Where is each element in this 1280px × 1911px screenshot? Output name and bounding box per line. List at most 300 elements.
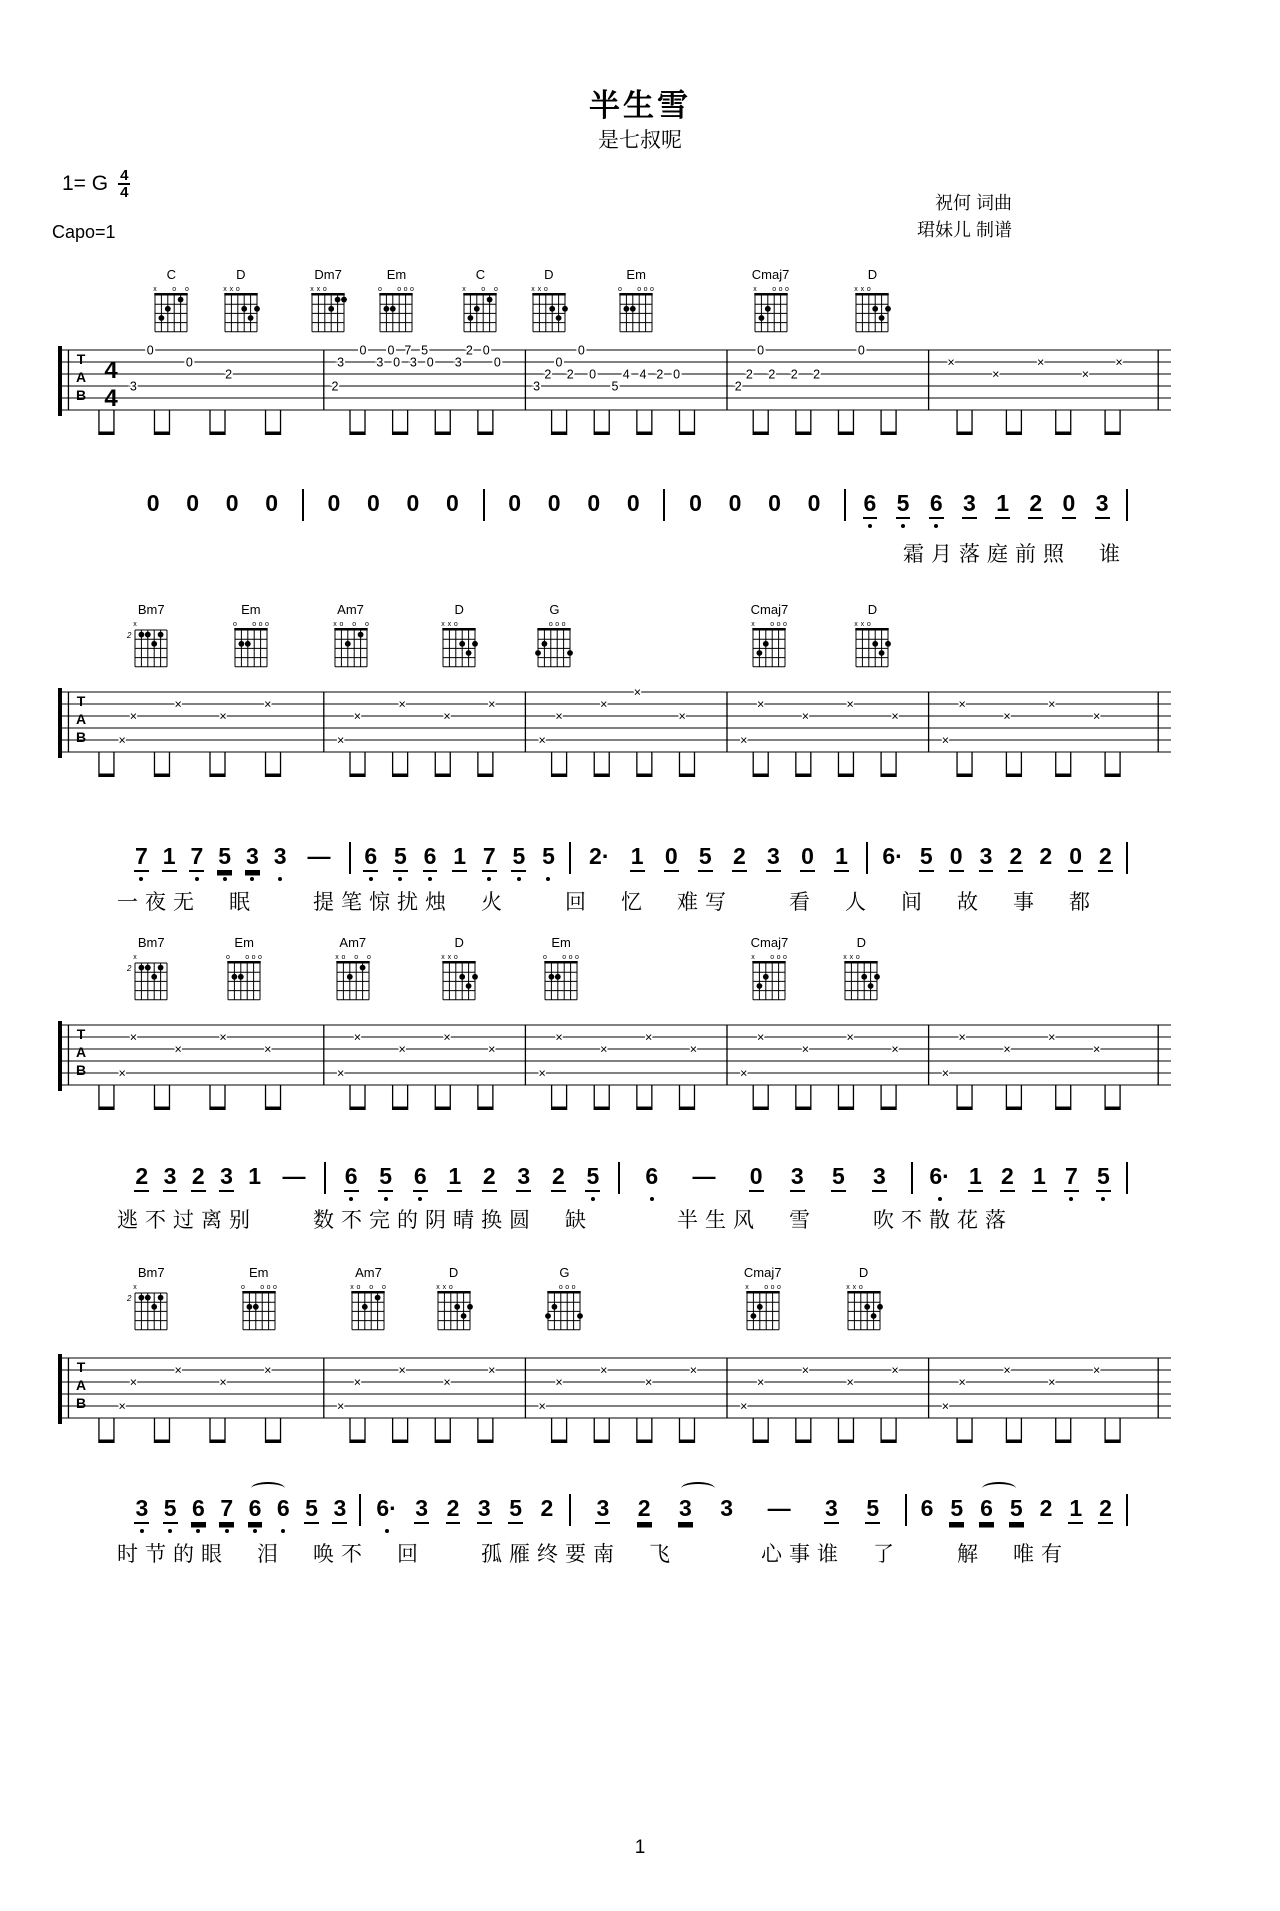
svg-text:x: x [332,621,337,628]
svg-text:x: x [335,954,339,961]
svg-text:×: × [264,1042,272,1057]
jianpu-note: 2 [482,1163,497,1192]
chord-diagram [740,950,798,1004]
svg-text:×: × [891,709,899,724]
svg-text:T: T [76,351,86,367]
chord-diagram [142,282,200,336]
svg-text:o: o [572,1284,577,1291]
jianpu-note: 5 [304,1495,319,1524]
svg-text:0: 0 [757,343,765,358]
svg-text:0: 0 [493,355,501,370]
svg-text:o: o [226,954,231,961]
jianpu-note: 5 [508,1495,523,1524]
jianpu-note: 2 [551,1163,566,1192]
chord-name: Bm7 [137,602,165,617]
octave-dot [398,877,402,881]
chord-diagram [230,1280,288,1334]
svg-text:2: 2 [225,367,233,382]
svg-text:o: o [410,286,415,293]
jianpu-measure [485,490,664,517]
svg-text:B: B [75,1395,87,1411]
svg-text:x: x [861,621,865,628]
chord-diagram [212,282,270,336]
jianpu-note: 2 [1098,843,1113,872]
svg-text:o: o [251,954,256,961]
svg-text:2: 2 [768,367,776,382]
chord-D [425,1266,483,1339]
svg-text:o: o [354,954,358,961]
jianpu-line [123,490,1128,521]
chord-diagram [607,282,665,336]
page-number: 1 [634,1837,646,1858]
credit-arranger: 珺妹儿 制谱 [916,220,1012,240]
octave-dot [591,1197,595,1201]
svg-text:o: o [784,286,789,293]
svg-text:o: o [494,286,499,293]
tab-staff-svg [55,1344,1175,1459]
chord-diagram [324,950,382,1004]
chord-diagram [430,950,488,1004]
jianpu-measure [351,843,569,872]
jianpu-note: 3 [824,1495,839,1524]
octave-dot [546,877,550,881]
svg-text:×: × [1003,1042,1011,1057]
jianpu-note: 3 [766,843,781,872]
jianpu-note: 6· [928,1163,950,1190]
svg-text:×: × [538,733,546,748]
svg-text:×: × [336,1066,345,1081]
jianpu-note: 6 [363,843,378,872]
credit-composer: 祝何 词曲 [934,193,1012,213]
svg-text:0: 0 [857,343,865,358]
jianpu-note: 5 [1009,1495,1024,1524]
jianpu-note: — [767,1495,791,1521]
jianpu-note: 3 [163,1163,178,1192]
key-signature [62,168,130,200]
jianpu-note: 0 [327,490,341,516]
jianpu-note: 0 [664,843,679,872]
chord-name: Bm7 [137,935,165,950]
chord-name: Cmaj7 [750,602,789,617]
octave-dot [487,877,491,881]
svg-text:×: × [264,1363,272,1378]
chord-name: D [867,267,878,282]
svg-text:o: o [549,621,554,628]
svg-text:×: × [801,1042,810,1057]
chord-row [55,936,1175,1006]
chord-D [430,603,488,676]
svg-text:A: A [75,1044,87,1060]
svg-text:o: o [245,954,250,961]
jianpu-measure [868,843,1126,872]
svg-text:o: o [543,954,548,961]
svg-text:5: 5 [421,343,429,358]
jianpu-note: 7 [134,843,149,872]
chord-D [832,936,890,1009]
svg-text:×: × [353,1030,362,1045]
svg-text:2: 2 [813,367,821,382]
chord-C [142,268,200,341]
chord-diagram [122,1280,180,1334]
svg-text:0: 0 [185,355,193,370]
svg-text:×: × [678,709,686,724]
svg-text:o: o [341,954,346,961]
jianpu-note: — [282,1163,306,1189]
svg-text:2: 2 [465,343,473,358]
chord-G [525,603,583,676]
jianpu-note: 0 [587,490,601,516]
svg-text:5: 5 [611,379,619,394]
chord-G [535,1266,593,1339]
svg-text:o: o [618,286,623,293]
jianpu-note: 3 [219,1163,234,1192]
chord-C [451,268,509,341]
svg-text:×: × [846,1030,854,1045]
jianpu-note: 0 [406,490,420,516]
chord-diagram [734,1280,792,1334]
octave-dot [250,877,254,881]
chord-diagram [740,617,798,671]
svg-text:0: 0 [673,367,681,382]
svg-text:×: × [398,697,406,712]
jianpu-note: 1 [452,843,467,872]
lyrics-line: 一夜无 眠 提笔惊扰烛 火 回 忆 难写 看 人 间 故 事 都 [117,891,1097,914]
svg-text:2: 2 [656,367,664,382]
svg-text:x: x [447,621,452,628]
jianpu-note: — [692,1163,716,1189]
jianpu-note: 0 [749,1163,764,1192]
jianpu-line [123,1495,1128,1526]
jianpu-note: 5 [511,843,526,872]
svg-text:o: o [562,621,566,628]
svg-text:2: 2 [745,367,753,382]
svg-text:×: × [336,1399,345,1414]
jianpu-measure [304,490,483,517]
chord-name: D [856,935,866,950]
svg-text:3: 3 [337,355,345,370]
svg-text:×: × [689,1042,698,1057]
jianpu-note: 3 [516,1163,531,1192]
jianpu-note: 2 [191,1163,206,1192]
jianpu-note: 2 [1039,1495,1053,1521]
svg-text:×: × [443,1030,451,1045]
svg-text:×: × [219,1030,227,1045]
chord-D [835,1266,893,1339]
jianpu-note: 6 [929,490,944,519]
chord-diagram [451,282,509,336]
chord-name: Dm7 [314,267,342,282]
chord-name: D [858,1265,869,1280]
jianpu-note: 2 [732,843,747,872]
svg-text:×: × [992,367,1000,382]
svg-text:×: × [488,1363,496,1378]
svg-text:×: × [555,709,563,724]
octave-dot [196,1529,200,1533]
jianpu-note: 5 [949,1495,964,1524]
svg-text:0: 0 [577,343,585,358]
svg-text:3: 3 [533,379,541,394]
svg-text:0: 0 [387,343,395,358]
jianpu-note: 5 [378,1163,393,1192]
jianpu-measure [571,843,867,872]
jianpu-note: 3 [872,1163,887,1192]
jianpu-note: 5 [919,843,934,872]
jianpu-note: 7 [482,843,497,872]
svg-text:2: 2 [127,631,132,640]
svg-text:o: o [397,286,402,293]
svg-text:o: o [650,286,655,293]
chord-diagram [430,617,488,671]
svg-text:x: x [441,954,445,961]
svg-text:2: 2 [790,367,798,382]
svg-text:3: 3 [409,355,417,370]
svg-text:×: × [1048,697,1056,712]
svg-text:×: × [891,1042,899,1057]
svg-text:o: o [568,954,573,961]
tab-staff-svg [55,1011,1175,1126]
jianpu-note: 5 [163,1495,178,1524]
svg-text:2: 2 [127,964,132,973]
tab-staff-svg [55,678,1175,793]
svg-text:×: × [740,1399,748,1414]
jianpu-note: 6· [882,843,903,869]
octave-dot [938,1197,942,1201]
svg-text:x: x [752,286,757,293]
tie-arc [251,1482,285,1495]
chord-diagram [843,617,901,671]
svg-text:x: x [441,621,445,628]
svg-text:x: x [751,621,756,628]
jianpu-barline [1126,842,1128,874]
svg-text:x: x [442,1284,446,1291]
svg-text:o: o [448,1284,453,1291]
octave-dot [650,1197,654,1201]
octave-dot [428,877,432,881]
jianpu-note: 2· [589,843,610,869]
svg-text:x: x [435,1284,440,1291]
lyrics-line: 霜月落庭前照 谁 [903,543,1127,566]
svg-text:×: × [443,1375,451,1390]
svg-text:x: x [852,1284,856,1291]
svg-text:0: 0 [482,343,490,358]
svg-text:o: o [258,954,263,961]
chord-name: Am7 [337,602,364,617]
lyrics-line: 时节的眼 泪 唤不 回 孤雁终要南 飞 心事谁 了 解 唯有 [117,1543,1069,1566]
jianpu-note: 3 [595,1495,610,1524]
svg-text:x: x [861,286,865,293]
chord-Am7 [322,603,380,676]
chord-name: Bm7 [137,1265,165,1280]
svg-text:o: o [252,621,257,628]
jianpu-measure [913,1163,1126,1192]
jianpu-note: 0 [225,490,239,516]
jianpu-note: 6 [191,1495,206,1524]
chord-name: D [236,267,246,282]
octave-dot [369,877,373,881]
svg-text:×: × [264,697,272,712]
chord-diagram [742,282,800,336]
svg-text:×: × [174,697,182,712]
svg-text:B: B [75,1062,87,1078]
svg-text:o: o [323,286,327,293]
time-signature-bottom: 4 [120,184,129,201]
svg-text:o: o [856,954,861,961]
jianpu-note: — [307,843,331,869]
svg-text:x: x [849,954,854,961]
jianpu-note: 1 [162,843,177,872]
jianpu-note: 0 [807,490,821,516]
chord-name: D [454,602,464,617]
jianpu-note: 5 [585,1163,600,1192]
svg-text:o: o [351,621,356,628]
chord-row [55,1266,1175,1336]
chord-diagram [525,617,583,671]
svg-text:o: o [338,621,343,628]
chord-name: D [867,602,878,617]
svg-text:o: o [770,621,775,628]
svg-text:o: o [858,1284,863,1291]
jianpu-measure [123,843,349,872]
lyrics-line: 逃不过离别 数不完的阴晴换圆 缺 半生风 雪 吹不散花落 [117,1209,1013,1232]
svg-text:2: 2 [544,367,552,382]
svg-text:0: 0 [393,355,401,370]
jianpu-note: 1 [447,1163,462,1192]
chord-D [843,603,901,676]
octave-dot [278,877,282,881]
svg-text:T: T [76,693,86,709]
chord-name: C [475,267,486,282]
octave-dot [253,1529,257,1533]
chord-D [430,936,488,1009]
chord-Cmaj7 [734,1266,792,1339]
svg-text:x: x [310,286,314,293]
svg-text:×: × [958,697,966,712]
jianpu-note: 1 [248,1163,262,1189]
chord-Am7 [339,1266,397,1339]
chord-diagram [367,282,425,336]
chord-name: Cmaj7 [750,935,789,950]
jianpu-note: 6 [413,1163,428,1192]
chord-diagram [843,282,901,336]
svg-text:0: 0 [359,343,367,358]
chord-name: Cmaj7 [743,1265,782,1280]
octave-dot [868,524,872,528]
svg-text:×: × [538,1399,546,1414]
jianpu-barline [1126,1162,1128,1194]
svg-text:×: × [174,1042,182,1057]
svg-text:o: o [565,1284,570,1291]
octave-dot [195,877,199,881]
jianpu-note: 0 [446,490,459,516]
svg-text:×: × [644,1375,653,1390]
svg-text:x: x [854,621,859,628]
chord-name: G [549,602,560,617]
chord-name: Em [234,935,254,950]
svg-text:×: × [219,709,227,724]
chord-Am7 [324,936,382,1009]
svg-text:o: o [643,286,648,293]
svg-text:×: × [398,1042,406,1057]
tab-staff [55,336,1175,451]
svg-text:o: o [382,1284,387,1291]
svg-text:x: x [537,286,541,293]
svg-text:×: × [1092,1042,1101,1057]
svg-text:×: × [1081,367,1090,382]
jianpu-note: 0 [728,490,742,516]
svg-text:4: 4 [622,367,630,382]
svg-text:×: × [174,1363,182,1378]
chord-diagram [339,1280,397,1334]
jianpu-note: 2 [1098,1495,1113,1524]
svg-text:o: o [559,1284,564,1291]
jianpu-note: 6 [979,1495,994,1524]
time-signature [118,168,130,200]
svg-text:×: × [538,1066,546,1081]
svg-text:3: 3 [376,355,384,370]
svg-text:o: o [543,286,548,293]
svg-text:4: 4 [104,357,118,384]
svg-text:×: × [1092,1363,1101,1378]
svg-text:o: o [369,1284,374,1291]
svg-text:o: o [364,621,369,628]
chord-row [55,603,1175,673]
jianpu-note: 1 [834,843,849,872]
chord-diagram [520,282,578,336]
svg-text:0: 0 [426,355,434,370]
svg-text:o: o [264,621,269,628]
jianpu-note: 2 [1028,490,1043,519]
chord-name: Am7 [339,935,367,950]
svg-text:o: o [356,1284,361,1291]
jianpu-measure [123,490,302,517]
jianpu-line [123,1163,1128,1194]
jianpu-note: 0 [949,843,964,872]
chord-name: D [544,267,554,282]
svg-text:4: 4 [104,385,118,412]
jianpu-note: 6 [644,1163,659,1190]
svg-text:x: x [350,1284,355,1291]
svg-text:×: × [941,733,950,748]
jianpu-note: 2 [1000,1163,1015,1192]
jianpu-note: 2 [637,1495,652,1524]
svg-text:o: o [770,954,775,961]
svg-text:A: A [75,711,87,727]
svg-text:×: × [1092,709,1101,724]
svg-text:×: × [947,355,955,370]
svg-text:×: × [129,1375,138,1390]
jianpu-note: 3 [1095,490,1110,519]
svg-text:B: B [75,387,87,403]
svg-text:×: × [756,1030,765,1045]
svg-text:x: x [845,1284,850,1291]
svg-text:x: x [462,286,467,293]
jianpu-note: 6 [423,843,438,872]
jianpu-measure [846,490,1126,519]
time-signature-top: 4 [120,167,129,184]
svg-text:o: o [235,286,240,293]
jianpu-note: 5 [541,843,556,870]
svg-text:×: × [600,1042,608,1057]
svg-text:×: × [1003,709,1011,724]
svg-text:x: x [223,286,227,293]
jianpu-measure [665,490,844,517]
jianpu-note: 7 [1064,1163,1079,1192]
system-2 [55,602,1175,914]
jianpu-note: 3 [134,1495,149,1524]
jianpu-note: 0 [186,490,200,516]
chord-diagram [832,950,890,1004]
jianpu-note: 6 [920,1495,934,1521]
